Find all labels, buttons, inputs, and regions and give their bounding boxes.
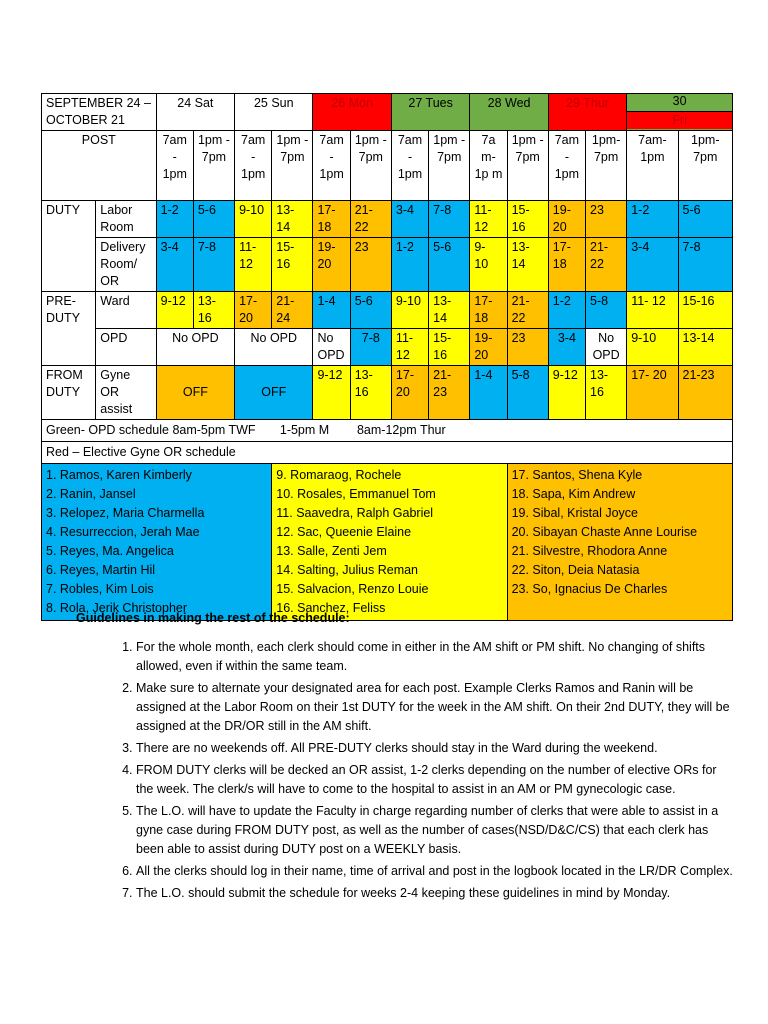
clerk-list-2 [272,464,507,621]
gyne-or-cell: 17- 20 [391,366,428,420]
labor-room-cell: 11- 12 [470,201,507,238]
shift-header: 1pm - 7pm [507,131,548,201]
labor-room-cell: 15- 16 [507,201,548,238]
labor-room-cell: 1-2 [627,201,678,238]
opd-cell: 3-4 [548,329,585,366]
ward-cell: 5-6 [350,292,391,329]
ward-cell: 1-4 [313,292,350,329]
gyne-or-off-cell: OFF [235,366,313,420]
opd-cell: 23 [507,329,548,366]
delivery-room-cell: 3-4 [627,238,678,292]
shift-header: 7am- 1pm [627,131,678,201]
day-header-wed: 28 Wed [470,94,548,131]
clerk-name: 4. Resurreccion, Jerah Mae [46,525,200,539]
gyne-or-cell: 21- 23 [429,366,470,420]
clerk-name: 15. Salvacion, Renzo Louie [276,582,429,596]
delivery-room-cell: 5-6 [429,238,470,292]
labor-room-cell: 19- 20 [548,201,585,238]
clerk-name: 21. Silvestre, Rhodora Anne [511,544,668,558]
gyne-or-cell: 9-12 [313,366,350,420]
shift-header: 1pm - 7pm [272,131,313,201]
opd-cell: 7-8 [350,329,391,366]
clerk-list-1 [42,464,272,621]
row-label-gyne-or: Gyne OR assist [96,366,156,420]
clerk-name: 13. Salle, Zenti Jem [276,544,387,558]
delivery-room-cell: 19- 20 [313,238,350,292]
clerk-name: 11. Saavedra, Ralph Gabriel [276,506,434,520]
labor-room-cell: 13- 14 [272,201,313,238]
guidelines-list [98,638,736,906]
clerk-name: 3. Relopez, Maria Charmella [46,506,205,520]
clerk-name: 5. Reyes, Ma. Angelica [46,544,174,558]
shift-header: 1pm- 7pm [586,131,627,201]
labor-room-cell: 17- 18 [313,201,350,238]
shift-header: 7a m- 1p m [470,131,507,201]
shift-header: 7am - 1pm [391,131,428,201]
delivery-room-cell: 13- 14 [507,238,548,292]
gyne-or-off-cell: OFF [156,366,234,420]
ward-cell: 9-12 [156,292,193,329]
guideline-item: 4. FROM DUTY clerks will be decked an OR assist, 1-2 clerks depending on the number of elective ORs for the week. The clerk/s will have to come to the hospital to assist in an AM or PM gynecologic case. [136,761,736,799]
row-label-opd: OPD [96,329,156,366]
gyne-or-cell: 13- 16 [350,366,391,420]
row-label-delivery-room: Delivery Room/ OR [96,238,156,292]
labor-room-cell: 1-2 [156,201,193,238]
day-header-fri-number: 30 [627,94,732,113]
labor-room-cell: 3-4 [391,201,428,238]
day-header-sat: 24 Sat [156,94,234,131]
day-header-fri-name: Fri [627,112,732,129]
labor-room-cell: 21- 22 [350,201,391,238]
gyne-or-cell: 21-23 [678,366,732,420]
gyne-or-cell: 17- 20 [627,366,678,420]
clerk-name: 20. Sibayan Chaste Anne Lourise [511,525,698,539]
clerk-name: 12. Sac, Queenie Elaine [276,525,412,539]
gyne-or-cell: 1-4 [470,366,507,420]
period-header: SEPTEMBER 24 – OCTOBER 21 [42,94,157,131]
delivery-room-cell: 1-2 [391,238,428,292]
clerk-name: 8. Rola, Jerik Christopher [46,601,188,615]
opd-cell: 19- 20 [470,329,507,366]
gyne-or-cell: 5-8 [507,366,548,420]
row-label-from-duty: FROM DUTY [42,366,96,420]
gyne-or-cell: 9-12 [548,366,585,420]
schedule-table [41,93,733,621]
day-header-sun: 25 Sun [235,94,313,131]
clerk-name: 17. Santos, Shena Kyle [511,468,643,482]
clerk-name: 6. Reyes, Martin Hil [46,563,156,577]
guideline-item: 5. The L.O. will have to update the Faculty in charge regarding number of clerks that were able to assist in a gyne case during FROM DUTY post, as well as the number of cases(NSD/D&C/CS) that each clerk has been able to assist during DUTY post on a WEEKLY basis. [136,802,736,859]
clerk-name: 9. Romaraog, Rochele [276,468,402,482]
labor-room-cell: 5-6 [193,201,234,238]
opd-cell: No OPD [235,329,313,366]
delivery-room-cell: 21- 22 [586,238,627,292]
opd-cell: 9-10 [627,329,678,366]
shift-header: 1pm - 7pm [350,131,391,201]
row-label-labor-room: Labor Room [96,201,156,238]
ward-cell: 17- 18 [470,292,507,329]
ward-cell: 17- 20 [235,292,272,329]
opd-cell: 15- 16 [429,329,470,366]
ward-cell: 5-8 [586,292,627,329]
shift-header: 7am - 1pm [313,131,350,201]
clerk-name: 22. Siton, Deia Natasia [511,563,640,577]
day-header-thu: 29 Thur [548,94,626,131]
ward-cell: 21- 22 [507,292,548,329]
delivery-room-cell: 9- 10 [470,238,507,292]
clerk-name: 1. Ramos, Karen Kimberly [46,468,192,482]
opd-cell: No OPD [313,329,350,366]
guideline-item: 2. Make sure to alternate your designated area for each post. Example Clerks Ramos and Ranin will be assigned at the Labor Room on their 1st DUTY for the week in the AM shift. On their 2nd DUTY, they will be assigned at the DR/OR still in the AM shift. [136,679,736,736]
green-note: Green- OPD schedule 8am-5pm TWF 1-5pm M 8am-12pm Thur [42,420,733,442]
clerk-name: 7. Robles, Kim Lois [46,582,154,596]
guideline-item: 1. For the whole month, each clerk should come in either in the AM shift or PM shift. No changing of shifts allowed, even if within the same team. [136,638,736,676]
red-note: Red – Elective Gyne OR schedule [42,442,733,464]
ward-cell: 9-10 [391,292,428,329]
day-header-fri [627,94,733,131]
clerk-name: 23. So, Ignacius De Charles [511,582,668,596]
ward-cell: 1-2 [548,292,585,329]
ward-cell: 11- 12 [627,292,678,329]
shift-header: 1pm- 7pm [678,131,732,201]
day-header-mon: 26 Mon [313,94,391,131]
guideline-item: 3. There are no weekends off. All PRE-DUTY clerks should stay in the Ward during the weekend. [136,739,736,758]
guidelines-title: Guidelines in making the rest of the schedule: [76,611,350,625]
clerk-list-3 [507,464,732,621]
guideline-item: 7. The L.O. should submit the schedule for weeks 2-4 keeping these guidelines in mind by Monday. [136,884,736,903]
guideline-item: 6. All the clerks should log in their name, time of arrival and post in the logbook located in the LR/DR Complex. [136,862,736,881]
day-header-tue: 27 Tues [391,94,469,131]
row-label-ward: Ward [96,292,156,329]
labor-room-cell: 9-10 [235,201,272,238]
clerk-name: 2. Ranin, Jansel [46,487,136,501]
opd-cell: No OPD [586,329,627,366]
clerk-name: 16. Sanchez, Feliss [276,601,386,615]
delivery-room-cell: 7-8 [678,238,732,292]
delivery-room-cell: 23 [350,238,391,292]
opd-cell: 11- 12 [391,329,428,366]
gyne-or-cell: 13- 16 [586,366,627,420]
shift-header: 1pm - 7pm [193,131,234,201]
delivery-room-cell: 15- 16 [272,238,313,292]
row-label-pre-duty: PRE- DUTY [42,292,96,366]
row-label-duty: DUTY [42,201,96,292]
ward-cell: 21- 24 [272,292,313,329]
opd-cell: No OPD [156,329,234,366]
delivery-room-cell: 3-4 [156,238,193,292]
clerk-name: 18. Sapa, Kim Andrew [511,487,636,501]
clerk-name: 19. Sibal, Kristal Joyce [511,506,639,520]
clerk-name: 10. Rosales, Emmanuel Tom [276,487,436,501]
clerk-name: 14. Salting, Julius Reman [276,563,419,577]
labor-room-cell: 7-8 [429,201,470,238]
ward-cell: 15-16 [678,292,732,329]
delivery-room-cell: 11- 12 [235,238,272,292]
delivery-room-cell: 17- 18 [548,238,585,292]
ward-cell: 13- 16 [193,292,234,329]
ward-cell: 13- 14 [429,292,470,329]
labor-room-cell: 5-6 [678,201,732,238]
shift-header: 7am - 1pm [548,131,585,201]
opd-cell: 13-14 [678,329,732,366]
shift-header: 1pm - 7pm [429,131,470,201]
shift-header: 7am - 1pm [235,131,272,201]
post-header: POST [42,131,157,201]
shift-header: 7am - 1pm [156,131,193,201]
labor-room-cell: 23 [586,201,627,238]
delivery-room-cell: 7-8 [193,238,234,292]
